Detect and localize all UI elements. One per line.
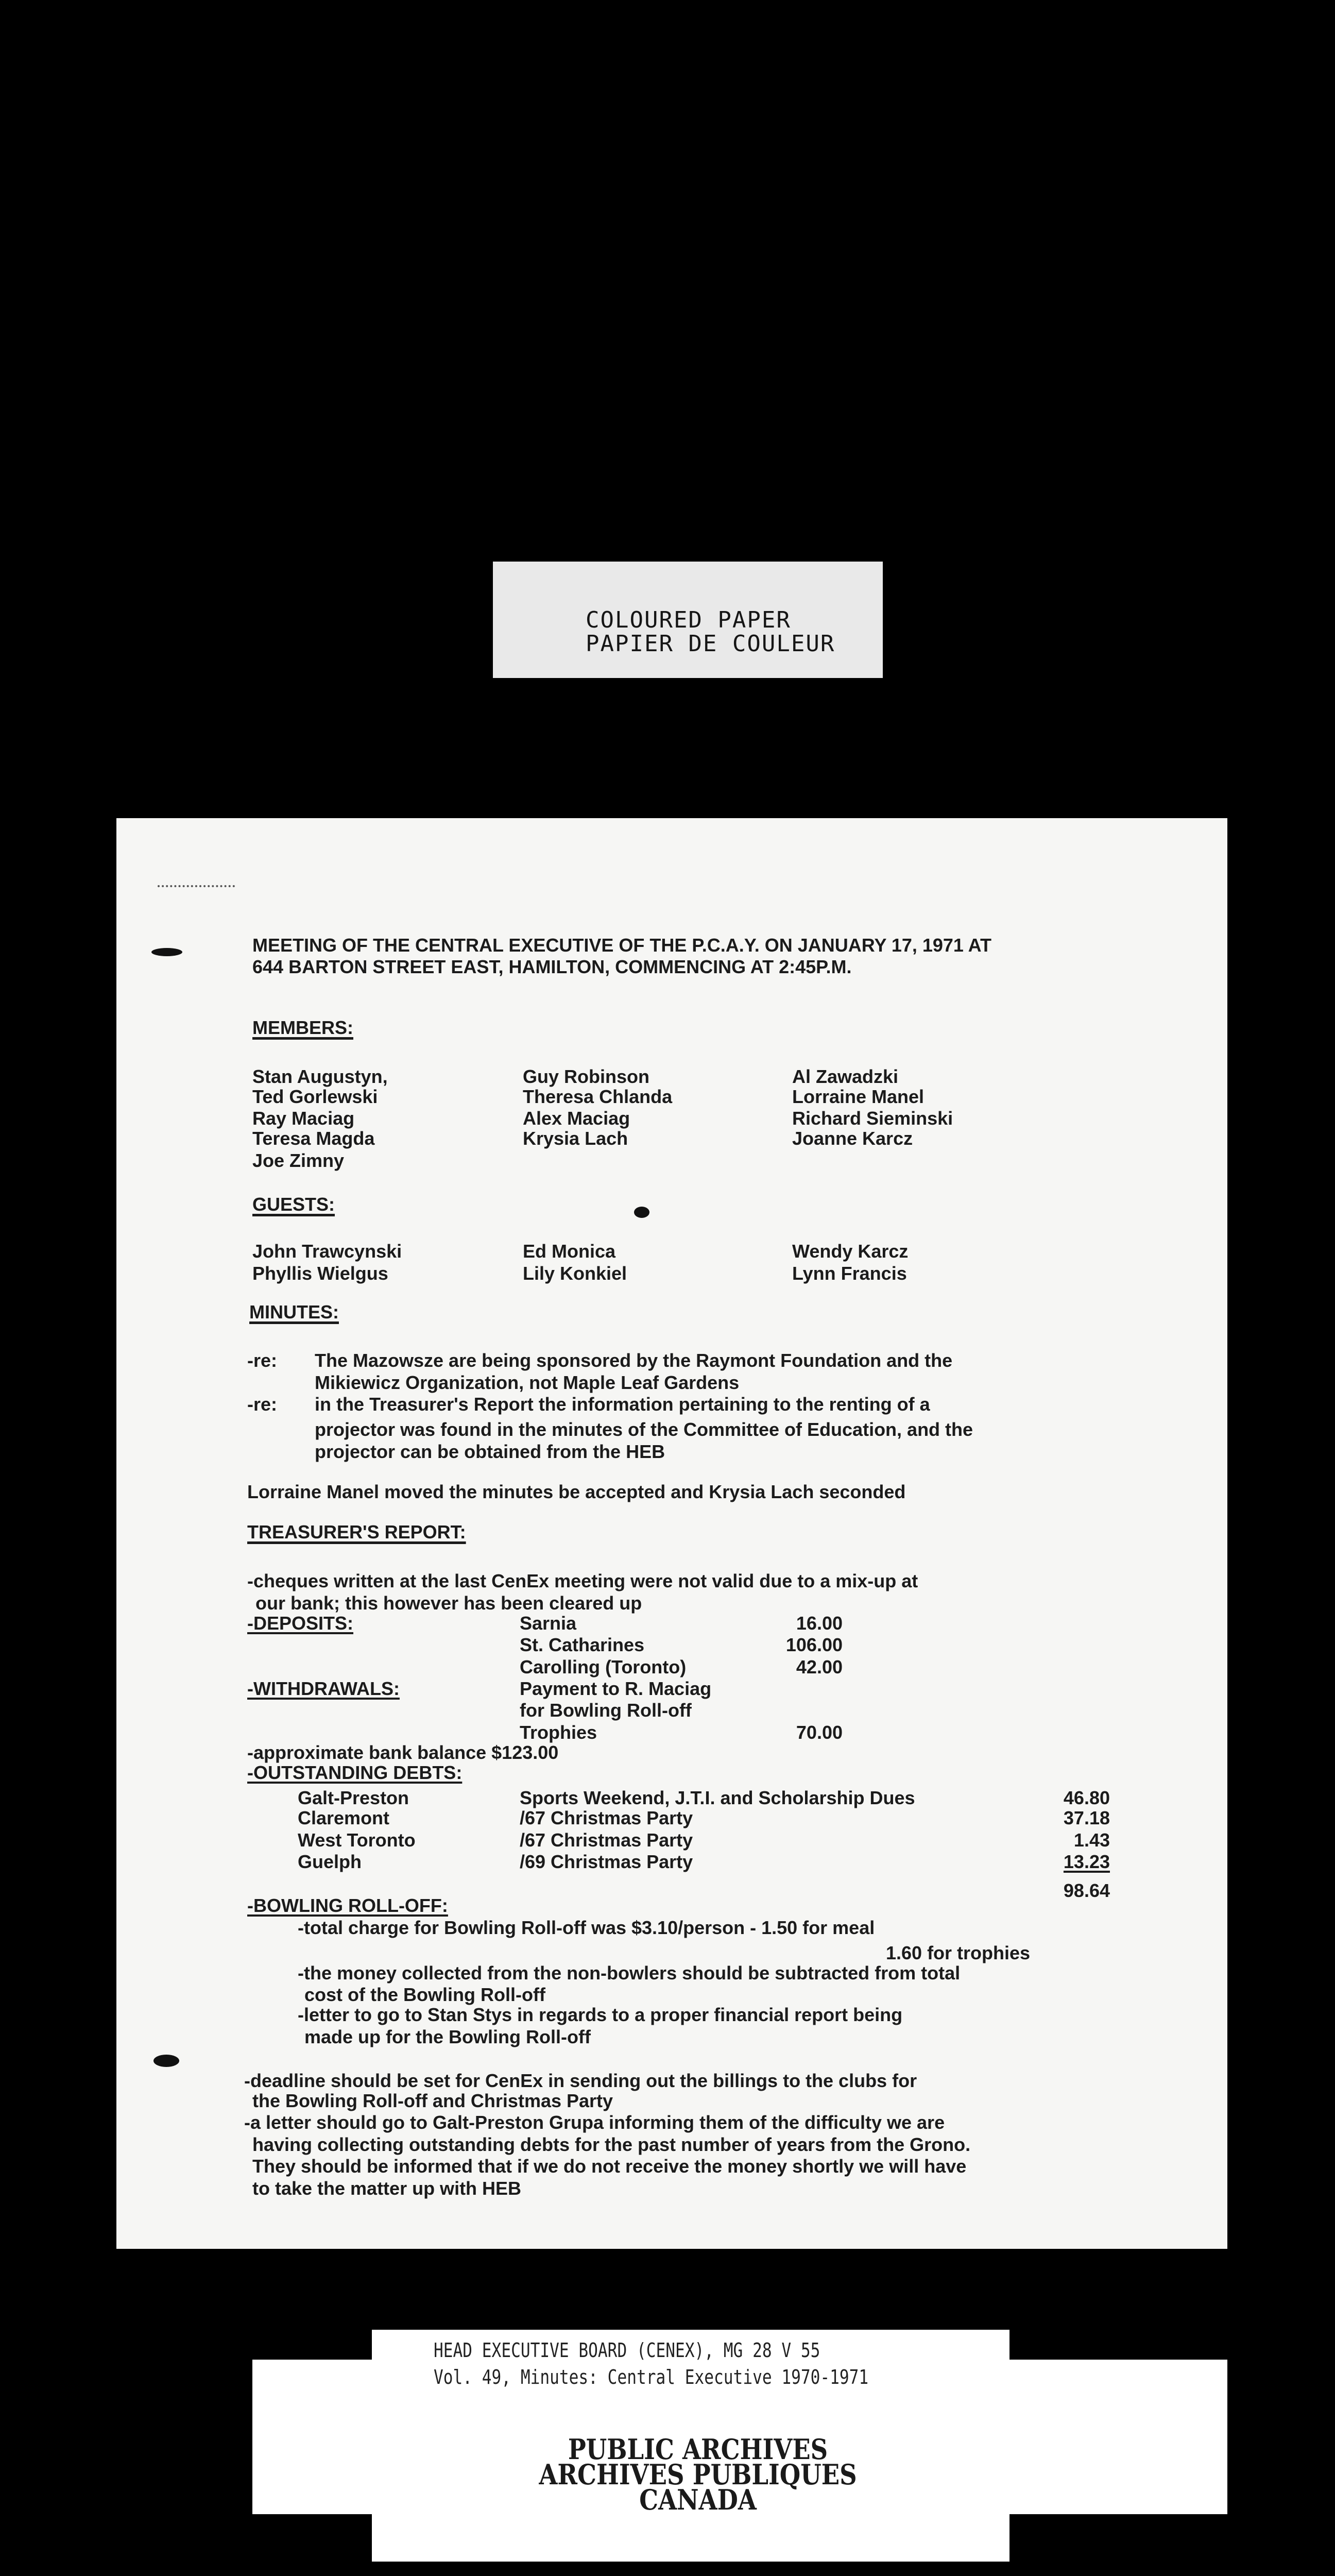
minutes-text: projector can be obtained from the HEB — [315, 1441, 665, 1462]
deposits-label: -DEPOSITS: — [247, 1613, 354, 1634]
debt-club: Galt-Preston — [298, 1787, 409, 1808]
deposit-amount: 106.00 — [785, 1634, 843, 1655]
coloured-paper-tag — [493, 562, 883, 678]
member: Al Zawadzki — [792, 1066, 899, 1087]
archive-reference-line-1: HEAD EXECUTIVE BOARD (CENEX), MG 28 V 55 — [434, 2339, 820, 2362]
withdrawals-label: -WITHDRAWALS: — [247, 1678, 400, 1699]
bowling-label: -BOWLING ROLL-OFF: — [247, 1895, 448, 1916]
treasurer-text: -cheques written at the last CenEx meeting were not valid due to a mix-up at — [247, 1570, 918, 1591]
deposit-amount: 16.00 — [796, 1613, 843, 1634]
member: Lorraine Manel — [792, 1086, 925, 1107]
debt-amount: 1.43 — [1073, 1829, 1110, 1851]
debt-club: Guelph — [298, 1851, 362, 1872]
closing-text: to take the matter up with HEB — [252, 2178, 522, 2199]
tag-line-1: COLOURED PAPER — [586, 607, 791, 633]
deposit-item: Sarnia — [520, 1613, 577, 1634]
closing-text: They should be informed that if we do not receive the money shortly we will have — [252, 2156, 967, 2177]
bowling-text: 1.60 for trophies — [886, 1942, 1031, 1963]
withdrawal-item: Trophies — [520, 1722, 597, 1743]
member: Ray Maciag — [252, 1108, 355, 1129]
member: Alex Maciag — [523, 1108, 630, 1129]
member: Theresa Chlanda — [523, 1086, 673, 1107]
withdrawal-amount: 70.00 — [796, 1722, 843, 1743]
debt-desc: /67 Christmas Party — [520, 1829, 693, 1851]
debt-amount: 37.18 — [1063, 1807, 1110, 1828]
minutes-text: Mikiewicz Organization, not Maple Leaf Gardens — [315, 1372, 740, 1393]
debt-club: West Toronto — [298, 1829, 416, 1851]
minutes-text: The Mazowsze are being sponsored by the Raymont Foundation and the — [315, 1350, 953, 1371]
closing-text: -a letter should go to Galt-Preston Grupa informing them of the difficulty we are — [244, 2112, 945, 2133]
member: Teresa Magda — [252, 1128, 375, 1149]
bank-balance: -approximate bank balance $123.00 — [247, 1742, 559, 1763]
bowling-text: -the money collected from the non-bowlers should be subtracted from total — [298, 1962, 961, 1984]
member: Ted Gorlewski — [252, 1086, 378, 1107]
re-label: -re: — [247, 1394, 278, 1415]
ink-smudge — [634, 1207, 649, 1218]
guests-heading: GUESTS: — [252, 1194, 335, 1215]
member: Joe Zimny — [252, 1150, 345, 1171]
debt-desc: /69 Christmas Party — [520, 1851, 693, 1872]
closing-text: having collecting outstanding debts for the past number of years from the Grono. — [252, 2134, 971, 2155]
withdrawal-item: for Bowling Roll-off — [520, 1700, 692, 1721]
deposit-item: Carolling (Toronto) — [520, 1656, 687, 1677]
member: Joanne Karcz — [792, 1128, 913, 1149]
withdrawal-item: Payment to R. Maciag — [520, 1678, 712, 1699]
treasurer-text: our bank; this however has been cleared up — [255, 1592, 642, 1614]
bowling-text: made up for the Bowling Roll-off — [304, 2026, 591, 2047]
guest: John Trawcynski — [252, 1241, 402, 1262]
archive-stamp-line-2: ARCHIVES PUBLIQUES — [539, 2458, 857, 2491]
archive-stamp-line-3: CANADA — [639, 2483, 757, 2516]
guest: Lily Konkiel — [523, 1263, 627, 1284]
debts-label: -OUTSTANDING DEBTS: — [247, 1762, 463, 1783]
minutes-text: in the Treasurer's Report the information pertaining to the renting of a — [315, 1394, 930, 1415]
member: Guy Robinson — [523, 1066, 649, 1087]
archive-reference-line-2: Vol. 49, Minutes: Central Executive 1970-1971 — [434, 2366, 869, 2388]
title-line-1: MEETING OF THE CENTRAL EXECUTIVE OF THE P.C.A.Y. ON JANUARY 17, 1971 AT — [252, 935, 991, 956]
motion-text: Lorraine Manel moved the minutes be accepted and Krysia Lach seconded — [247, 1481, 906, 1502]
re-label: -re: — [247, 1350, 278, 1371]
bowling-text: -total charge for Bowling Roll-off was $3.10/person - 1.50 for meal — [298, 1917, 875, 1938]
guest: Ed Monica — [523, 1241, 616, 1262]
bowling-text: -letter to go to Stan Stys in regards to a proper financial report being — [298, 2004, 903, 2025]
member: Stan Augustyn, — [252, 1066, 388, 1087]
minutes-text: projector was found in the minutes of the Committee of Education, and the — [315, 1419, 973, 1440]
guest: Wendy Karcz — [792, 1241, 909, 1262]
debt-desc: /67 Christmas Party — [520, 1807, 693, 1828]
guest: Lynn Francis — [792, 1263, 907, 1284]
treasurer-heading: TREASURER'S REPORT: — [247, 1521, 466, 1543]
guest: Phyllis Wielgus — [252, 1263, 388, 1284]
members-heading: MEMBERS: — [252, 1017, 353, 1038]
ink-blot — [151, 948, 182, 956]
ink-blot — [153, 2055, 179, 2067]
closing-text: -deadline should be set for CenEx in sending out the billings to the clubs for — [244, 2070, 917, 2091]
deposit-amount: 42.00 — [796, 1656, 843, 1677]
title-line-2: 644 BARTON STREET EAST, HAMILTON, COMMENCING AT 2:45P.M. — [252, 956, 852, 977]
archive-stamp-line-1: PUBLIC ARCHIVES — [568, 2433, 828, 2466]
bowling-text: cost of the Bowling Roll-off — [304, 1984, 545, 2005]
tag-line-2: PAPIER DE COULEUR — [586, 631, 835, 657]
member: Richard Sieminski — [792, 1108, 953, 1129]
closing-text: the Bowling Roll-off and Christmas Party — [252, 2090, 613, 2111]
minutes-heading: MINUTES: — [249, 1301, 339, 1323]
debt-club: Claremont — [298, 1807, 390, 1828]
debt-desc: Sports Weekend, J.T.I. and Scholarship Dues — [520, 1787, 915, 1808]
member: Krysia Lach — [523, 1128, 628, 1149]
deposit-item: St. Catharines — [520, 1634, 645, 1655]
debts-total: 98.64 — [1063, 1880, 1110, 1901]
stray-marks — [158, 885, 235, 889]
debt-amount: 13.23 — [1063, 1851, 1110, 1872]
debt-amount: 46.80 — [1063, 1787, 1110, 1808]
